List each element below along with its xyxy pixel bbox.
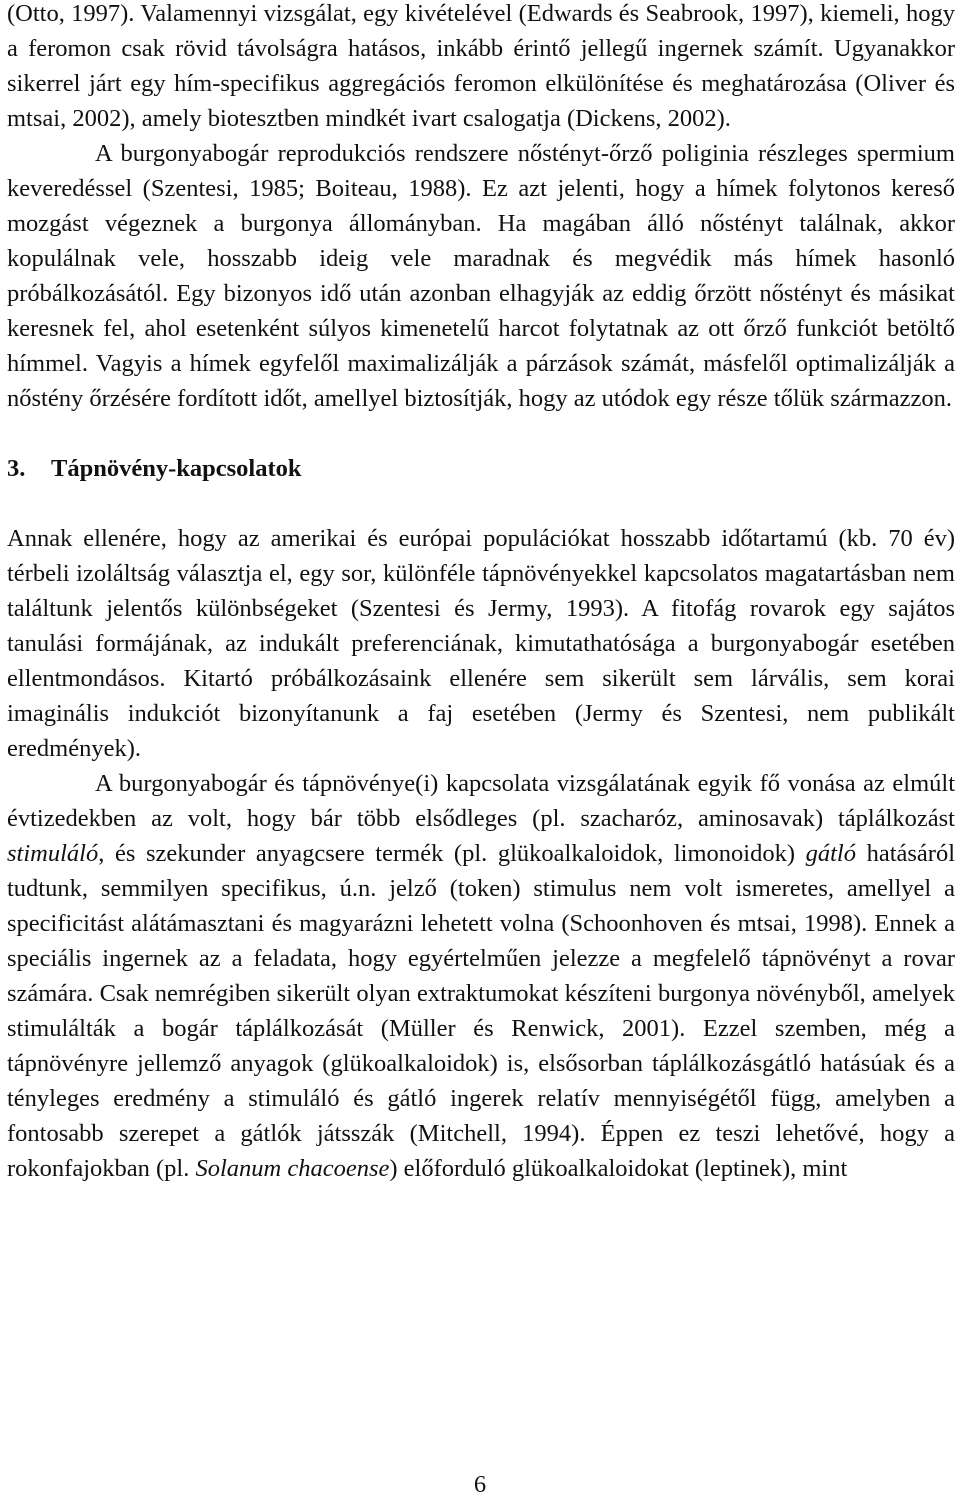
text-run: hatásáról tudtunk, semmilyen specifikus, ú.n. jelző (token) stimulus nem volt ismeretes, amellyel a specificitást alátámasztani és magyarázni lehetett volna (Schoonhoven és mtsai, 1998). Ennek a speciális ingernek az a feladata, hogy egyértelműen jelezze a megfelelő tápnövényt a rovar számára. Csak nemrégiben sikerült olyan extraktumokat készíteni burgonya növényből, amelyek stimulálták a bogár táplálkozását (Müller és Renwick, 2001). Ezzel szemben, még a tápnövényre jellemző anyagok (glükoalkaloidok) is, elsősorban táplálkozásgátló hatásúak és a tényleges eredmény a stimuláló és gátló ingerek relatív mennyiségétől függ, amelyben a fontosabb szerepet a gátlók játsszák (Mitchell, 1994). Éppen ez teszi lehetővé, hogy a rokonfajokban (pl.	[7, 840, 956, 1182]
text-run: , és szekunder anyagcsere termék (pl. glükoalkaloidok, limonoidok)	[98, 840, 806, 867]
italic-term-gatlo: gátló	[805, 840, 856, 867]
text-run: A burgonyabogár és tápnövénye(i) kapcsolata vizsgálatának egyik fő vonása az elmúlt évtizedekben az volt, hogy bár több elsődleges (pl. szacharóz, aminosavak) táplálkozást	[7, 770, 955, 832]
spacer	[7, 416, 955, 451]
italic-term-stimulalo: stimuláló	[7, 840, 99, 867]
paragraph-pheromone: (Otto, 1997). Valamennyi vizsgálat, egy kivételével (Edwards és Seabrook, 1997), kiemeli, hogy a feromon csak rövid távolságra hatásos, inkább érintő jellegű ingernek számít. Ugyanakkor sikerrel járt egy hím-specifikus aggregációs feromon elkülönítése és meghatározása (Oliver és mtsai, 2002), amely biotesztben mindkét ivart csalogatja (Dickens, 2002).	[7, 0, 955, 132]
italic-species-name: Solanum chacoense	[195, 1155, 390, 1182]
text-run: ) előforduló glükoalkaloidokat (leptinek), mint	[389, 1155, 848, 1182]
section-number: 3.	[7, 455, 26, 482]
paragraph-host-plant	[7, 766, 955, 1186]
spacer	[7, 486, 955, 521]
section-title: Tápnövény-kapcsolatok	[51, 455, 302, 482]
page-number: 6	[473, 1471, 487, 1498]
paragraph-reproduction: A burgonyabogár reprodukciós rendszere nőstényt-őrző poliginia részleges spermium keveredéssel (Szentesi, 1985; Boiteau, 1988). Ez azt jelenti, hogy a hímek folytonos kereső mozgást végeznek a burgonya állományban. Ha magában álló nőstényt találnak, akkor kopulálnak vele, hosszabb ideig vele maradnak és megvédik más hímek hasonló próbálkozásától. Egy bizonyos idő után azonban elhagyják az eddig őrzött nőstényt és másikat keresnek fel, ahol esetenként súlyos kimenetelű harcot folytatnak az ott őrző funkciót betöltő hímmel. Vagyis a hímek egyfelől maximalizálják a párzások számát, másfelől optimalizálják a nőstény őrzésére fordított időt, amellyel biztosítják, hogy az utódok egy része tőlük származzon.	[7, 140, 955, 412]
document-page	[7, 0, 955, 1186]
paragraph-populations: Annak ellenére, hogy az amerikai és európai populációkat hosszabb időtartamú (kb. 70 év) térbeli izoláltság választja el, egy sor, különféle tápnövényekkel kapcsolatos magatartásban nem találtunk jelentős különbségeket (Szentesi és Jermy, 1993). A fitofág rovarok egy sajátos tanulási formájának, az indukált preferenciának, kimutathatósága a burgonyabogár esetében ellentmondásos. Kitartó próbálkozásaink ellenére sem sikerült sem lárvális, sem korai imaginális indukciót bizonyítanunk a faj esetében (Jermy és Szentesi, nem publikált eredmények).	[7, 525, 955, 762]
section-heading	[7, 451, 955, 486]
